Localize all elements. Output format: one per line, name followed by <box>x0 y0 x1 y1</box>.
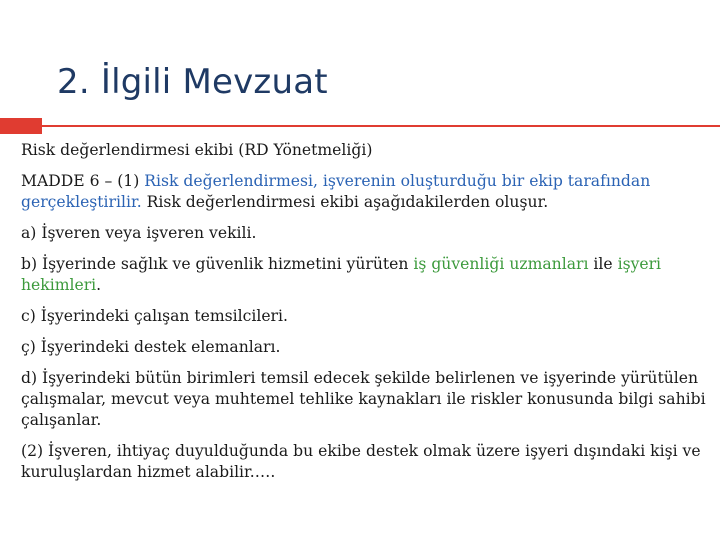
title-divider <box>42 125 720 127</box>
article-rest: Risk değerlendirmesi ekibi aşağıdakilerden oluşur. <box>141 193 549 211</box>
paragraph-article <box>21 171 715 213</box>
list-item-c: c) İşyerindeki çalışan temsilcileri. <box>21 307 288 325</box>
article-highlight: Risk değerlendirmesi, işverenin oluşturduğu bir ekip tarafından gerçekleştirilir. <box>21 172 651 211</box>
list-item-b <box>21 254 715 296</box>
paragraph-heading: Risk değerlendirmesi ekibi (RD Yönetmeliği) <box>21 141 373 159</box>
highlight-workplace-doctors: işyeri hekimleri <box>21 255 662 294</box>
paragraph-support: (2) İşveren, ihtiyaç duyulduğunda bu ekibe destek olmak üzere işyeri dışındaki kişi ve kuruluşlardan hizmet alabilir.…. <box>21 442 701 481</box>
accent-block <box>0 118 42 134</box>
list-item-cc: ç) İşyerindeki destek elemanları. <box>21 338 281 356</box>
slide-title: 2. İlgili Mevzuat <box>57 62 328 102</box>
article-number: MADDE 6 – (1) <box>21 172 145 190</box>
list-item-b-text: b) İşyerinde sağlık ve güvenlik hizmetini yürüten <box>21 255 414 273</box>
highlight-safety-experts: iş güvenliği uzmanları <box>413 255 589 273</box>
list-item-b-period: . <box>96 276 102 294</box>
list-item-a: a) İşveren veya işveren vekili. <box>21 224 257 242</box>
list-item-b-conj: ile <box>588 255 618 273</box>
list-item-d: d) İşyerindeki bütün birimleri temsil edecek şekilde belirlenen ve işyerinde yürütülen çalışmalar, mevcut veya muhtemel tehlike kaynakları ile riskler konusunda bilgi sahibi çalışanlar. <box>21 369 706 429</box>
slide-body <box>21 140 715 493</box>
